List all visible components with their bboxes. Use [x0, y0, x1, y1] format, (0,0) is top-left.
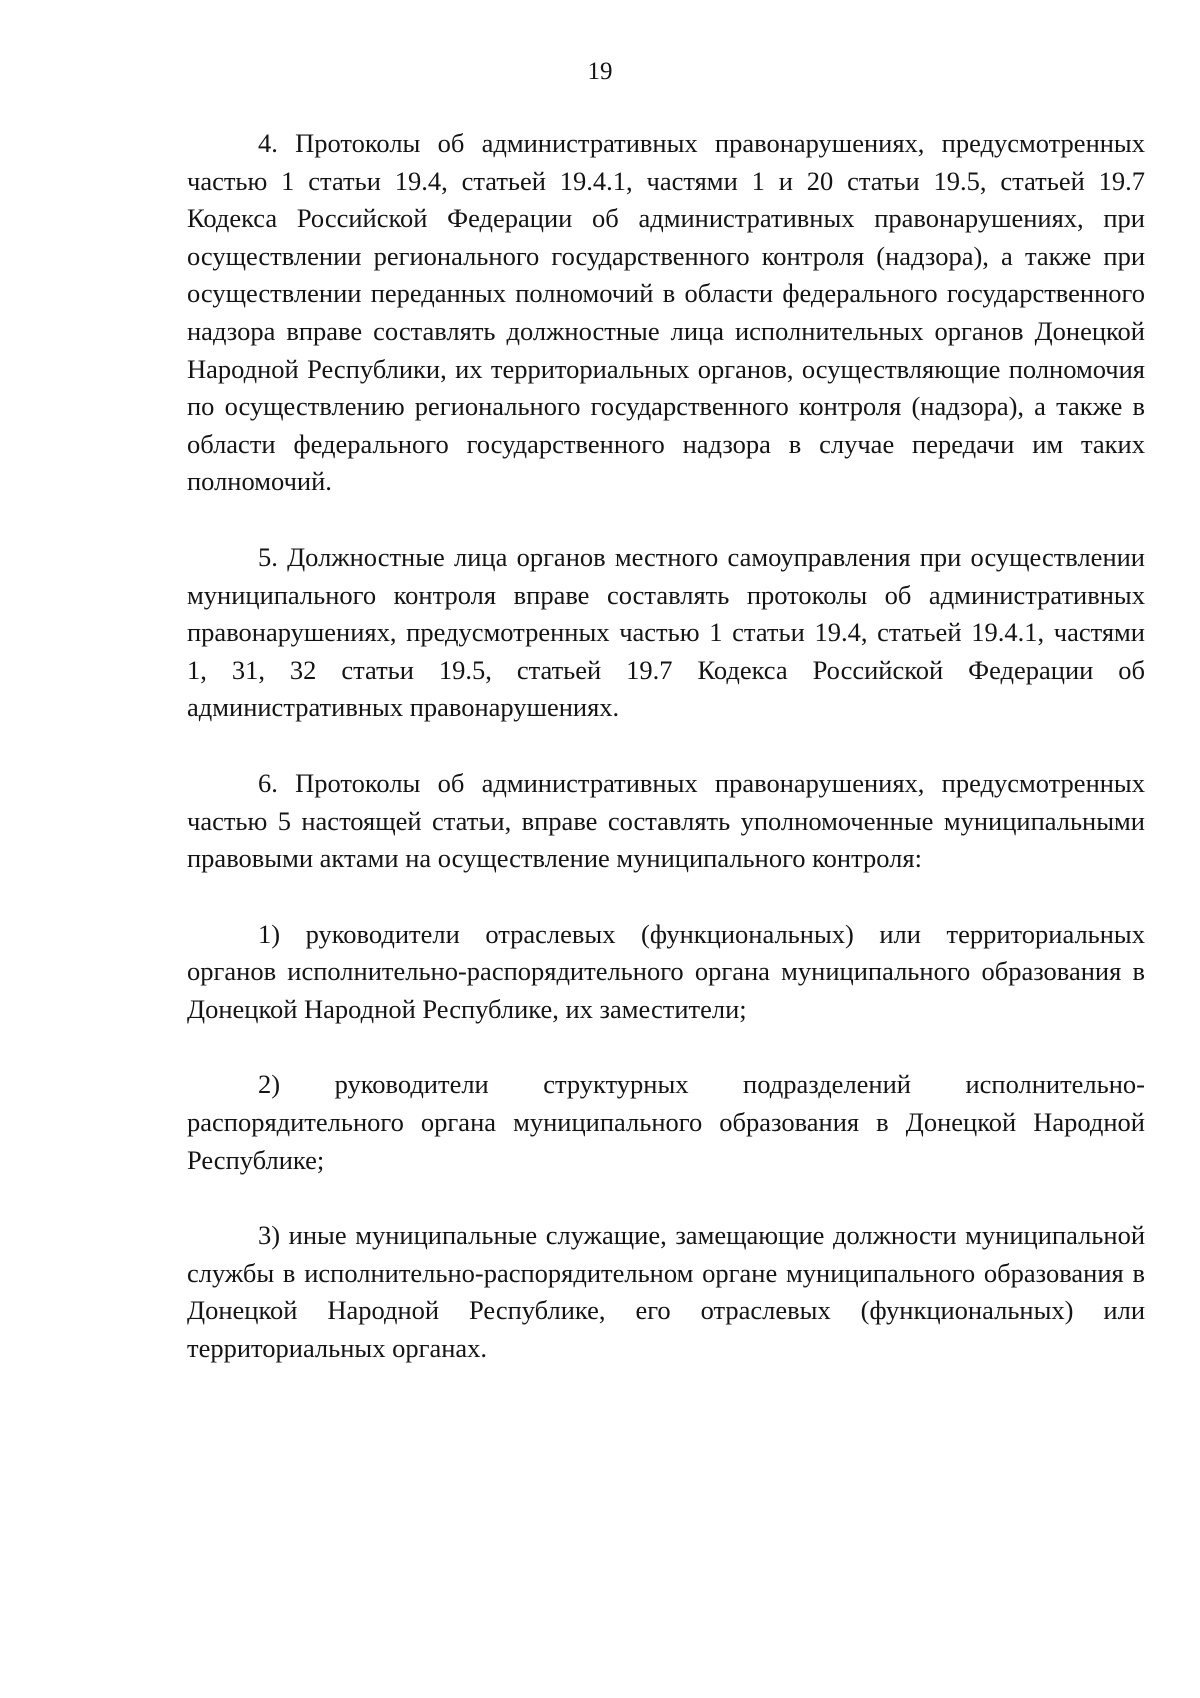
list-item-2: 2) руководители структурных подразделений исполнительно-распорядительного органа муниципального образования в Донецкой Народной Республике; [187, 1069, 1145, 1175]
page-number: 19 [587, 58, 613, 85]
paragraph-6: 6. Протоколы об административных правонарушениях, предусмотренных частью 5 настоящей статьи, вправе составлять уполномоченные муниципальными правовыми актами на осуществление муниципального контроля: [187, 767, 1145, 874]
list-item-1: 1) руководители отраслевых (функциональных) или территориальных органов исполнительно-распорядительного органа муниципального образования в Донецкой Народной Республике, их заместители; [187, 918, 1145, 1024]
paragraph-4: 4. Протоколы об административных правонарушениях, предусмотренных частью 1 статьи 19.4, статьей 19.4.1, частями 1 и 20 статьи 19.5, статьей 19.7 Кодекса Российской Федерации об административных правонарушениях, при осуществлении регионального государственного контроля (надзора), а также при осуществлении переданных полномочий в области федерального государственного надзора вправе составлять должностные лица исполнительных органов Донецкой Народной Республики, их территориальных органов, осуществляющие полномочия по осуществлению регионального государственного контроля (надзора), а также в области федерального государственного надзора в случае передачи им таких полномочий. [187, 128, 1145, 497]
document-body [187, 125, 1145, 1368]
list-item-3: 3) иные муниципальные служащие, замещающие должности муниципальной службы в исполнительно-распорядительном органе муниципального образования в Донецкой Народной Республике, его отраслевых (функциональных) или территориальных органах. [187, 1220, 1145, 1364]
paragraph-5: 5. Должностные лица органов местного самоуправления при осуществлении муниципального контроля вправе составлять протоколы об административных правонарушениях, предусмотренных частью 1 статьи 19.4, статьей 19.4.1, частями 1, 31, 32 статьи 19.5, статьей 19.7 Кодекса Российской Федерации об административных правонарушениях. [187, 541, 1145, 723]
